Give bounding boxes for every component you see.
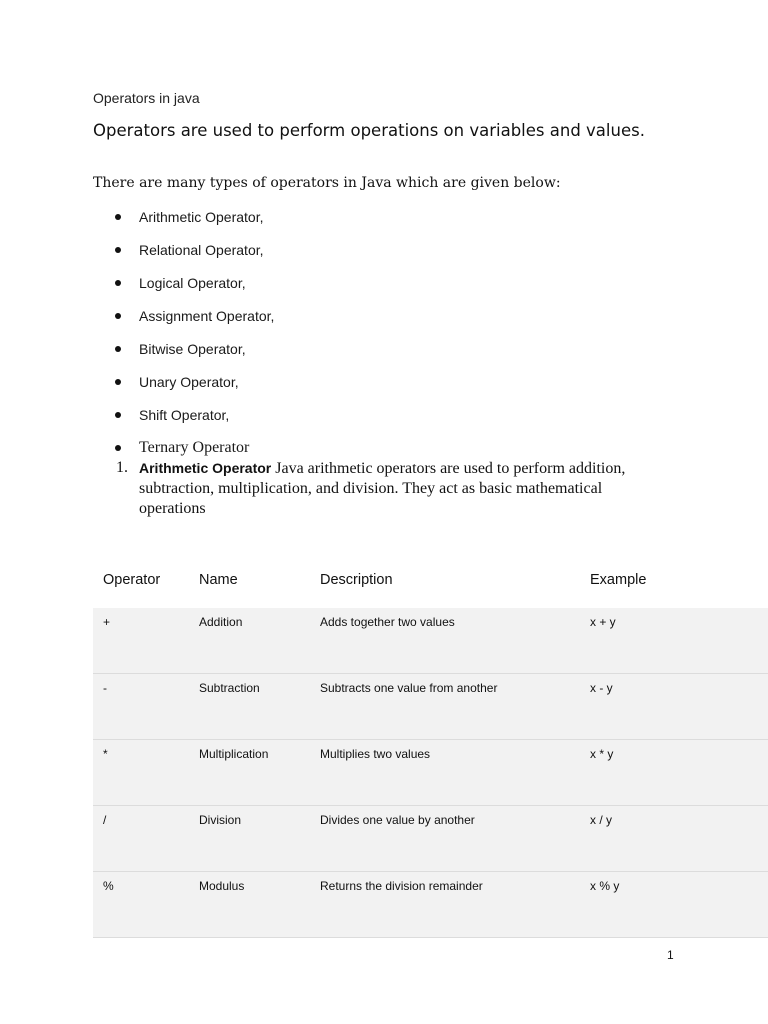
heading: Operators are used to perform operations on variables and values. (93, 121, 645, 140)
cell-name: Multiplication (199, 747, 269, 761)
cell-name: Addition (199, 615, 243, 629)
list-item: Logical Operator, (112, 272, 274, 305)
page-number: 1 (667, 948, 674, 962)
table-header (93, 562, 768, 608)
section-title: Arithmetic Operator (139, 460, 272, 476)
cell-operator: * (103, 747, 108, 761)
cell-description: Returns the division remainder (320, 879, 483, 893)
cell-example: x / y (590, 813, 613, 827)
cell-example: x - y (590, 681, 613, 695)
table-row (93, 608, 768, 674)
bullet-icon (115, 346, 121, 352)
bullet-icon (115, 280, 121, 286)
cell-description: Subtracts one value from another (320, 681, 498, 695)
cell-name: Subtraction (199, 681, 260, 695)
bullet-icon (115, 247, 121, 253)
list-item: Arithmetic Operator, (112, 206, 274, 239)
cell-operator: % (103, 879, 114, 893)
table-row (93, 872, 768, 938)
numbered-section (116, 458, 636, 519)
bullet-icon (115, 412, 121, 418)
list-item: Shift Operator, (112, 404, 274, 437)
table-row (93, 806, 768, 872)
header-example: Example (590, 572, 647, 588)
table-row (93, 674, 768, 740)
list-item: Unary Operator, (112, 371, 274, 404)
header-name: Name (199, 572, 238, 588)
list-item: Assignment Operator, (112, 305, 274, 338)
list-item: Ternary Operator (112, 437, 274, 470)
cell-description: Multiplies two values (320, 747, 431, 761)
bullet-icon (115, 313, 121, 319)
cell-example: x * y (590, 747, 614, 761)
cell-operator: + (103, 615, 111, 629)
header-description: Description (320, 572, 393, 588)
operator-types-list (112, 206, 274, 470)
list-item: Relational Operator, (112, 239, 274, 272)
operators-table (93, 562, 768, 938)
bullet-icon (115, 379, 121, 385)
cell-example: x + y (590, 615, 616, 629)
section-text: Java arithmetic operators are used to perform addition, subtraction, multiplication, and division. They act as basic mathematical operations (139, 460, 626, 517)
cell-operator: / (103, 813, 107, 827)
cell-description: Adds together two values (320, 615, 455, 629)
section-number: 1. (116, 459, 128, 476)
bullet-icon (115, 214, 121, 220)
intro-text: There are many types of operators in Java which are given below: (93, 175, 561, 191)
cell-name: Modulus (199, 879, 245, 893)
cell-description: Divides one value by another (320, 813, 475, 827)
page-title: Operators in java (93, 90, 200, 106)
list-item: Bitwise Operator, (112, 338, 274, 371)
cell-example: x % y (590, 879, 620, 893)
cell-name: Division (199, 813, 242, 827)
bullet-icon (115, 445, 121, 451)
table-row (93, 740, 768, 806)
cell-operator: - (103, 681, 107, 695)
section-body (139, 458, 636, 519)
header-operator: Operator (103, 572, 161, 588)
